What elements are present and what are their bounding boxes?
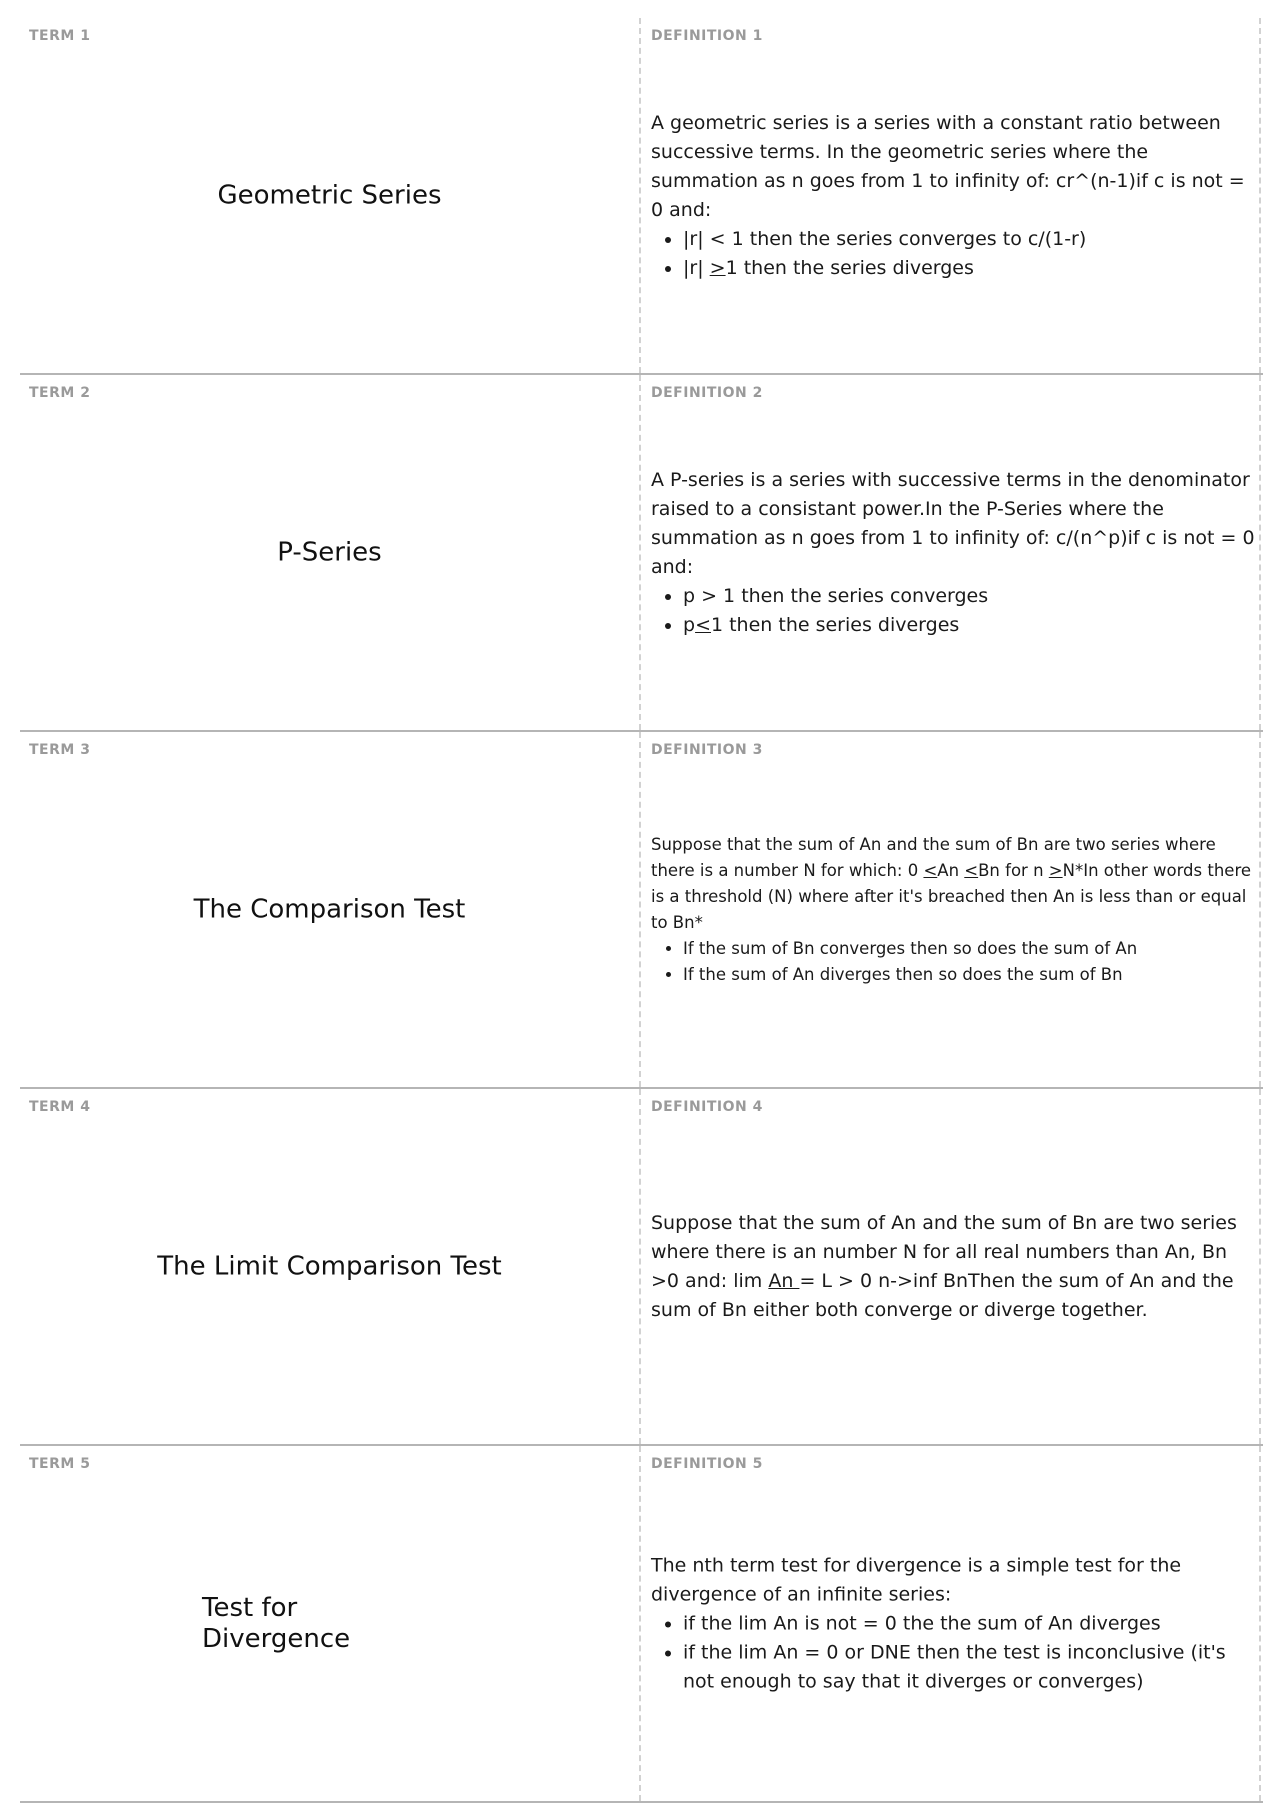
card-row-5 [20, 1446, 1263, 1803]
term-text: Geometric Series [217, 180, 442, 210]
term-label: TERM 1 [29, 28, 91, 44]
bullet-item: • if the lim An is not = 0 the the sum of An diverges [683, 1609, 1255, 1638]
definition-text: A P-series is a series with successive terms in the denominator raised to a consistant power.In the P-Series where the summation as n goes from 1 to infinity of: c/(n^p)if c is not = 0 and: [651, 468, 1255, 578]
definition-cell-5 [641, 1446, 1261, 1801]
definition-label: DEFINITION 2 [651, 385, 763, 401]
card-row-3 [20, 732, 1263, 1089]
definition-body [651, 466, 1255, 640]
definition-cell-3 [641, 732, 1261, 1087]
term-label: TERM 4 [29, 1099, 91, 1115]
bullet-item: • If the sum of Bn converges then so does the sum of An [683, 936, 1255, 962]
term-line: Divergence [202, 1623, 351, 1654]
definition-body [651, 1551, 1255, 1696]
card-row-4 [20, 1089, 1263, 1446]
definition-text: Suppose that the sum of An and the sum of Bn are two series where there is an number N for all real numbers than An, Bn >0 and: lim An = L > 0 n->inf BnThen the sum of An and the sum of Bn either both converge or diverge together. [651, 1211, 1237, 1321]
definition-cell-2 [641, 375, 1261, 730]
definition-body [651, 832, 1255, 988]
definition-label: DEFINITION 3 [651, 742, 763, 758]
term-cell-4 [20, 1089, 641, 1444]
term-text: P-Series [277, 537, 382, 567]
definition-text: A geometric series is a series with a constant ratio between successive terms. In the geometric series where the summation as n goes from 1 to infinity of: cr^(n-1)if c is not = 0 and: [651, 111, 1245, 221]
definition-bullets [651, 225, 1255, 283]
term-cell-5 [20, 1446, 641, 1801]
definition-label: DEFINITION 1 [651, 28, 763, 44]
term-cell-1 [20, 18, 641, 373]
term-label: TERM 5 [29, 1456, 91, 1472]
bullet-item: • p<1 then the series diverges [683, 611, 1255, 640]
flashcard-sheet [20, 18, 1263, 1803]
definition-text: The nth term test for divergence is a simple test for the divergence of an infinite series: [651, 1554, 1182, 1605]
card-row-1 [20, 18, 1263, 375]
term-cell-3 [20, 732, 641, 1087]
definition-body [651, 1209, 1255, 1325]
term-label: TERM 2 [29, 385, 91, 401]
bullet-item: • p > 1 then the series converges [683, 582, 1255, 611]
card-row-2 [20, 375, 1263, 732]
bullet-item: • If the sum of An diverges then so does the sum of Bn [683, 962, 1255, 988]
term-text [202, 1593, 350, 1655]
definition-cell-4 [641, 1089, 1261, 1444]
definition-bullets [651, 936, 1255, 988]
bullet-item: • |r| >1 then the series diverges [683, 254, 1255, 283]
bullet-item: • |r| < 1 then the series converges to c/(1-r) [683, 225, 1255, 254]
term-text: The Comparison Test [193, 894, 466, 924]
definition-cell-1 [641, 18, 1261, 373]
term-label: TERM 3 [29, 742, 91, 758]
definition-text: Suppose that the sum of An and the sum of Bn are two series where there is a number N for which: 0 <An <Bn for n >N*In other words there is a threshold (N) where after it's breached then An is less than or equal to Bn* [651, 834, 1252, 932]
definition-bullets [651, 582, 1255, 640]
definition-label: DEFINITION 5 [651, 1456, 763, 1472]
definition-bullets [651, 1609, 1255, 1696]
definition-label: DEFINITION 4 [651, 1099, 763, 1115]
definition-body [651, 109, 1255, 283]
bullet-item: • if the lim An = 0 or DNE then the test is inconclusive (it's not enough to say that it diverges or converges) [683, 1638, 1255, 1696]
term-cell-2 [20, 375, 641, 730]
term-text: The Limit Comparison Test [157, 1251, 502, 1281]
term-line: Test for [202, 1592, 298, 1623]
